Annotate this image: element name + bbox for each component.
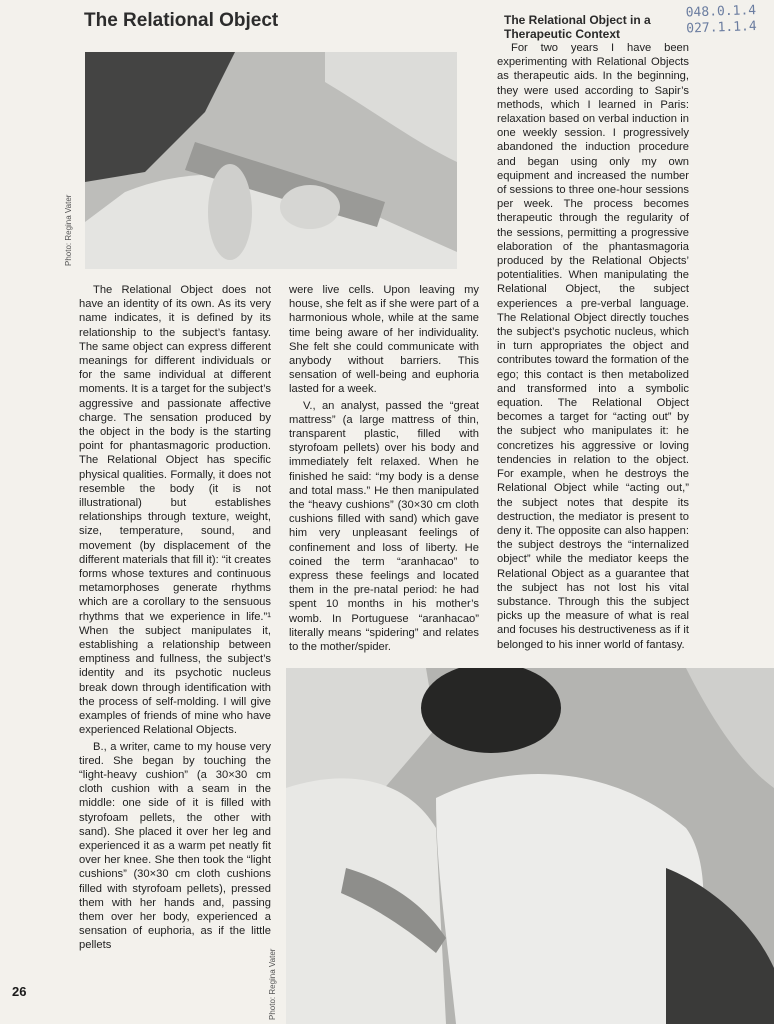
photo-bottom-credit: Photo: Regina Vater xyxy=(268,948,277,1020)
handwritten-reference xyxy=(685,3,772,38)
article-column-3 xyxy=(497,41,689,652)
paragraph: V., an analyst, passed the “great mattress” (a large mattress of thin, transparent plastic, filled with styrofoam pellets) over his body and immediately felt relaxed. When he finished he said: “my body is a dense and total mass.” He then manipulated the “heavy cushions” (30×30 cm cloth cushions filled with sand) which gave him very unpleasant feelings of confinement and loss of liberty. He coined the term “aranhacao” to express these feelings and located them in the pre-natal period: he had spent 10 months in his mother’s womb. In Portuguese “aranhacao” literally means “spidering” and relates to the mother/spider. xyxy=(289,399,479,654)
paragraph: were live cells. Upon leaving my house, she felt as if she were part of a harmonious whole, while at the same time being aware of her individuality. She felt she could communicate with anybody without barriers. This sensation of well-being and euphoria lasted for a week. xyxy=(289,284,479,396)
photo-person-embracing-cushion xyxy=(286,668,774,1024)
photo-bottom-illustration xyxy=(286,668,774,1024)
paragraph: The Relational Object does not have an identity of its own. As its very name indicates, it is defined by its relationship to the subject’s fantasy. The same object can express different meanings for different individuals or for the same individual at different moments. It is a target for the subject’s aggressive and passionate affective charge. The sensation produced by the object in the body is the starting point for phantasmagoric production. The Relational Object has specific physical qualities. Formally, it does not resemble the body (it is not illustrational) but establishes relationships through texture, weight, size, temperature, sound, and movement (by displacement of the different materials that fill it): “it creates forms whose textures and continuous metamorphoses generate rhythms which are a corollary to the sensuous rhythms that we experience in life.”¹ When the subject manipulates it, establishing a relationship between emptiness and fullness, the subject’s identity and its psychotic nucleus break down through identification with the process of self-molding. I will give examples of friends of mine who have experienced Relational Objects. xyxy=(79,284,271,737)
photo-top-illustration xyxy=(85,52,457,269)
paragraph: For two years I have been experimenting with Relational Objects as therapeutic aids. In the beginning, they were used according to Sapir’s methods, which I learned in Paris: relaxation based on verbal induction in one weekly session. I progressively abandoned the induction procedure and began using only my own equipment and increased the number of sessions to three one-hour sessions per week. The process becomes therapeutic through the regularity of the sessions, permitting a progressive elaboration of the phantasmagoria produced by the Relational Objects’ potentialities. When manipulating the Relational Object, the subject experiences a pre-verbal language. The Relational Object directly touches the subject’s psychotic nucleus, which in turn appropriates the object and contributes toward the formation of the ego; this contact is then metabolized and transformed into a symbolic equation. The Relational Object becomes a target for “acting out” by the subject who manipulates it: he concretizes his aggressive or loving tendencies in relation to the object. For example, when he destroys the Relational Object while “acting out,” the subject notes that despite its destruction, the mediator is present to deny it. The opposite can also happen: the subject destroys the “internalized object” while the mediator keeps the Relational Object as a guarantee that the subject has not lost his vital substance. Through this the subject picks up the measure of what is real and focuses his destructiveness as if it belonged to his inner world of fantasy. xyxy=(497,42,689,651)
article-column-2 xyxy=(289,283,479,654)
page-number: 26 xyxy=(12,984,27,999)
paragraph: B., a writer, came to my house very tired. She began by touching the “light-heavy cushion” (a 30×30 cm cloth cushion with a seam in the middle: one side of it is filled with styrofoam pellets, the other with sand). She placed it over her leg and experienced it as a warm pet neatly fit over her knee. She then took the “light cushions” (30×30 cm cloth cushions filled with styrofoam pellets), pressed them with her hands and, passing them over her body, experienced a sensation of euphoria, as if the little pellets xyxy=(79,740,271,952)
article-column-1 xyxy=(79,283,271,953)
article-title: The Relational Object xyxy=(84,10,279,31)
handwritten-ref-line-1: 048.0.1.4 xyxy=(685,3,757,21)
photo-top-credit: Photo: Regina Vater xyxy=(64,194,73,266)
section-heading: The Relational Object in a Therapeutic Context xyxy=(504,13,651,41)
photo-hands-holding-tube xyxy=(85,52,457,269)
handwritten-ref-line-2: 027.1.1.4 xyxy=(686,19,757,37)
